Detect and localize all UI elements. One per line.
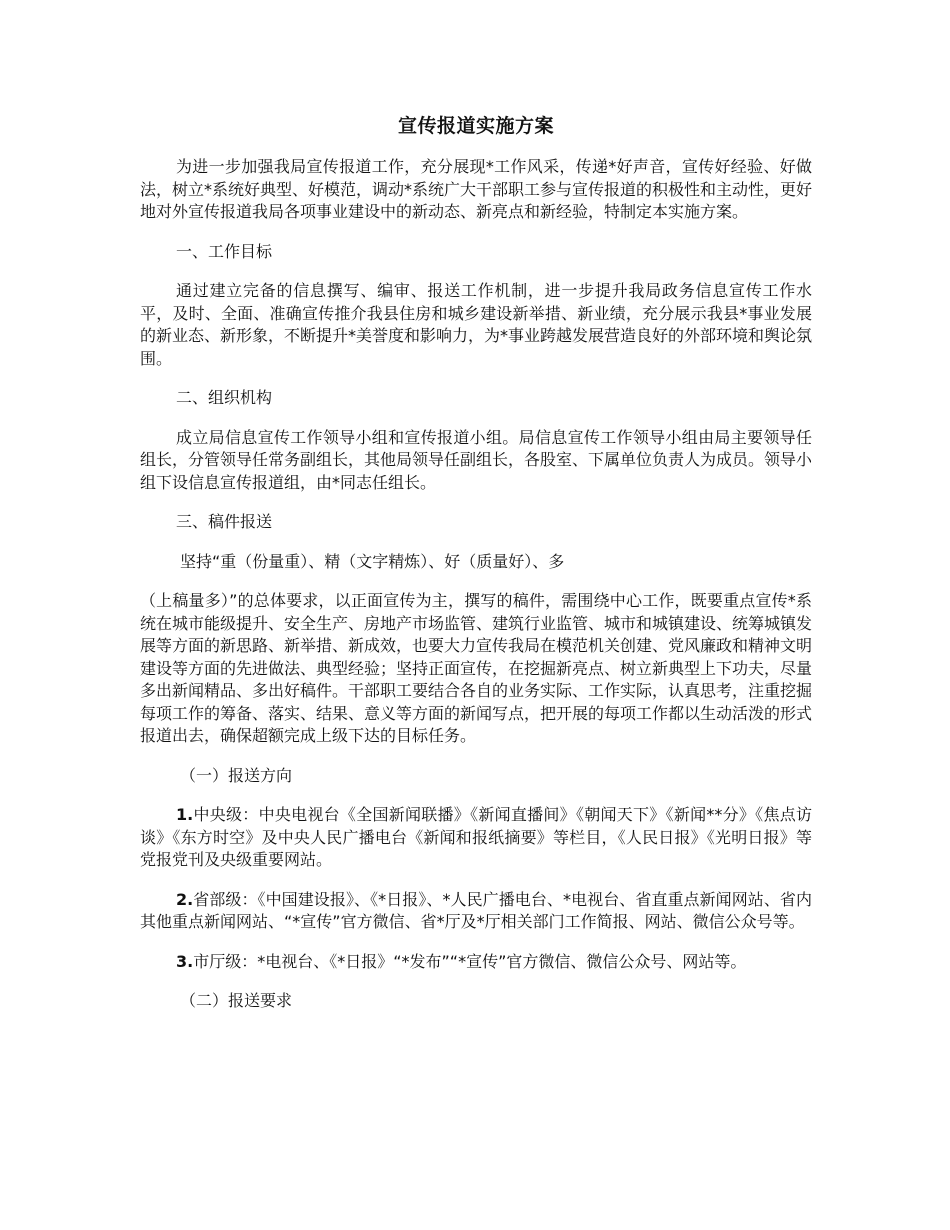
subsection-heading-direction: （一）报送方向 (180, 765, 293, 785)
direction-item-central (140, 804, 812, 872)
item-text: 中央级：中央电视台《全国新闻联播》《新闻直播间》《朝闻天下》《新闻**分》《焦点访谈》《东方时空》及中央人民广播电台《新闻和报纸摘要》等栏目，《人民日报》《光明日报》等党报党刊及央级重要网站。 (140, 805, 812, 869)
item-text: 省部级：《中国建设报》、《*日报》、*人民广播电台、*电视台、省直重点新闻网站、省内其他重点新闻网站、“*宣传”官方微信、省*厅及*厅相关部门工作简报、网站、微信公众号等。 (140, 889, 812, 931)
submission-lead-line: 坚持“重（份量重）、精（文字精炼）、好（质量好）、多 (180, 551, 565, 571)
document-page (140, 112, 812, 1030)
item-text: 市厅级：*电视台、《*日报》“*发布”“*宣传”官方微信、微信公众号、网站等。 (193, 951, 747, 971)
section-heading-goals: 一、工作目标 (176, 241, 273, 261)
document-title: 宣传报道实施方案 (397, 115, 554, 137)
item-number: 2. (176, 889, 194, 909)
direction-item-provincial (140, 889, 812, 934)
section-heading-organization: 二、组织机构 (176, 388, 273, 407)
item-number: 3. (176, 951, 194, 971)
item-number: 1. (176, 805, 194, 824)
goals-paragraph: 通过建立完备的信息撰写、编审、报送工作机制，进一步提升我局政务信息宣传工作水平，及时、全面、准确宣传推介我县住房和城乡建设新举措、新业绩，充分展示我县*事业发展的新业态、新形象，不断提升*美誉度和影响力，为*事业跨越发展营造良好的外部环境和舆论氛围。 (140, 281, 813, 368)
intro-paragraph: 为进一步加强我局宣传报道工作，充分展现*工作风采，传递*好声音，宣传好经验、好做法，树立*系统好典型、好模范，调动*系统广大干部职工参与宣传报道的积极性和主动性，更好地对外宣传报道我局各项事业建设中的新动态、新亮点和新经验，特制定本实施方案。 (140, 157, 813, 221)
direction-item-municipal (140, 951, 812, 974)
section-heading-submission: 三、稿件报送 (176, 512, 273, 531)
submission-paragraph: （上稿量多）”的总体要求，以正面宣传为主，撰写的稿件，需围绕中心工作，既要重点宣传*系统在城市能级提升、安全生产、房地产市场监管、建筑行业监管、城市和城镇建设、统筹城镇发展等方面的新思路、新举措、新成效，也要大力宣传我局在模范机关创建、党风廉政和精神文明建设等方面的先进做法、典型经验；坚持正面宣传，在挖掘新亮点、树立新典型上下功夫，尽量多出新闻精品、多出好稿件。干部职工要结合各自的业务实际、工作实际，认真思考，注重挖掘每项工作的筹备、落实、结果、意义等方面的新闻写点，把开展的每项工作都以生动活泼的形式报道出去，确保超额完成上级下达的目标任务。 (140, 591, 813, 745)
organization-paragraph: 成立局信息宣传工作领导小组和宣传报道小组。局信息宣传工作领导小组由局主要领导任组长，分管领导任常务副组长，其他局领导任副组长，各股室、下属单位负责人为成员。领导小组下设信息宣传报道组，由*同志任组长。 (140, 427, 813, 492)
subsection-heading-requirements: （二）报送要求 (180, 991, 293, 1010)
